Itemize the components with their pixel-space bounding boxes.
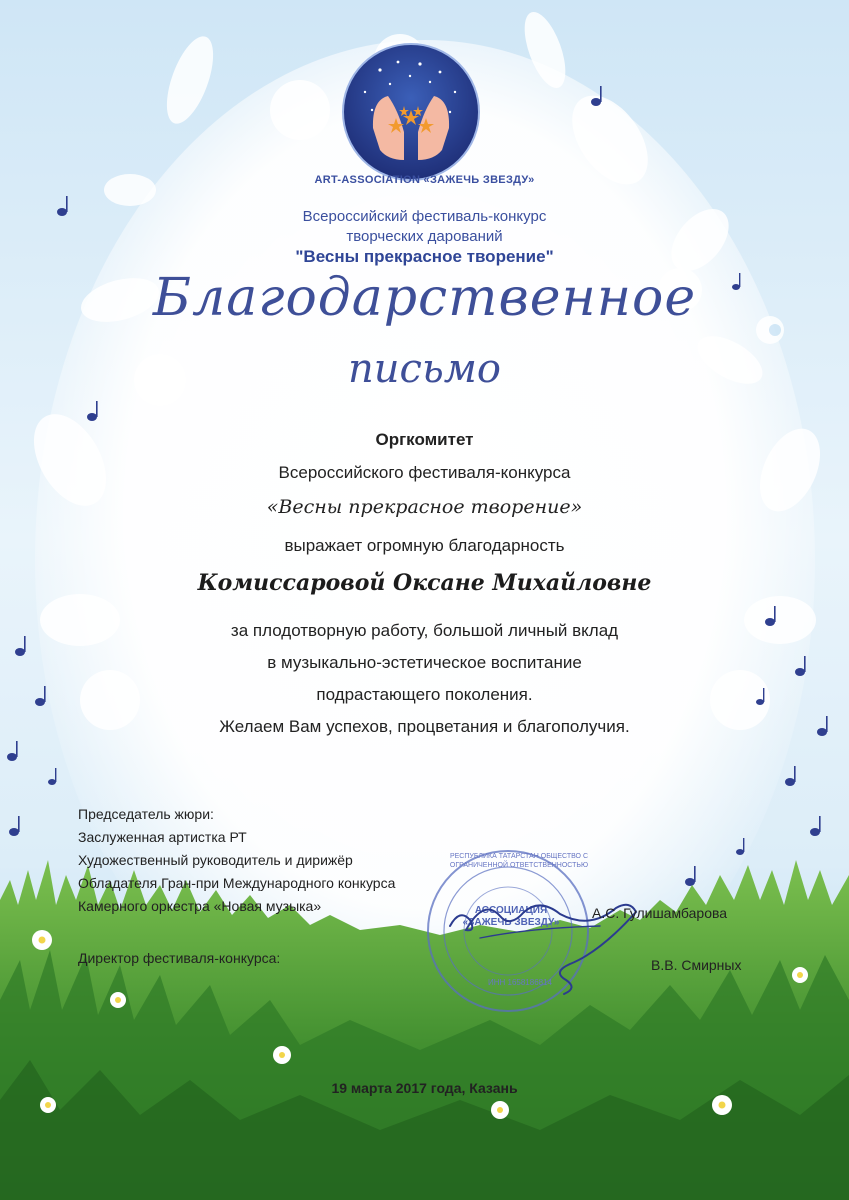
jury-title-line: Заслуженная артистка РТ: [78, 829, 247, 845]
festival-line-2: творческих дарований: [346, 228, 503, 245]
jury-chair-label: Председатель жюри:: [78, 806, 214, 822]
message-line: Желаем Вам успехов, процветания и благополучия.: [219, 717, 630, 736]
message-line: в музыкально-эстетическое воспитание: [267, 653, 582, 672]
stamp-ring-text: РЕСПУБЛИКА ТАТАРСТАН ОБЩЕСТВО С ОГРАНИЧЕННОЙ ОТВЕТСТВЕННОСТЬЮ: [449, 853, 589, 869]
jury-title-line: Камерного оркестра «Новая музыка»: [78, 898, 322, 914]
recipient-name: Комиссаровой Оксане Михайловне: [197, 570, 652, 596]
jury-title-line: Обладателя Гран-при Международного конкурса: [78, 875, 396, 891]
org-committee-line: Всероссийского фестиваля-конкурса: [278, 463, 571, 482]
festival-line-1: Всероссийский фестиваль-конкурс: [302, 208, 547, 225]
gratitude-line: выражает огромную благодарность: [284, 536, 565, 555]
director-label: Директор фестиваля-конкурса:: [78, 950, 281, 966]
jury-title-line: Художественный руководитель и дирижёр: [78, 852, 353, 868]
message-line: за плодотворную работу, большой личный вклад: [230, 621, 619, 640]
org-committee-title: Оргкомитет: [375, 430, 474, 449]
message-line: подрастающего поколения.: [316, 685, 533, 704]
stamp-center-text: АССОЦИАЦИЯ «ЗАЖЕЧЬ ЗВЕЗДУ»: [462, 905, 560, 928]
jury-chair-name: А.С. Гулишамбарова: [592, 905, 728, 921]
festival-name-italic: «Весны прекрасное творение»: [266, 496, 583, 518]
stamp-inn: ИНН 1658186814: [487, 978, 553, 987]
handwritten-signature: [440, 868, 640, 998]
festival-name: "Весны прекрасное творение": [295, 247, 554, 266]
logo-caption: ART-ASSOCIATION «ЗАЖЕЧЬ ЗВЕЗДУ»: [314, 174, 535, 186]
issue-date: 19 марта 2017 года, Казань: [331, 1080, 518, 1096]
hands-with-stars-icon: [343, 44, 479, 180]
director-name: В.В. Смирных: [651, 957, 742, 973]
certificate-title-line-1: Благодарственное: [152, 268, 697, 328]
certificate-title-line-2: письмо: [348, 346, 501, 392]
